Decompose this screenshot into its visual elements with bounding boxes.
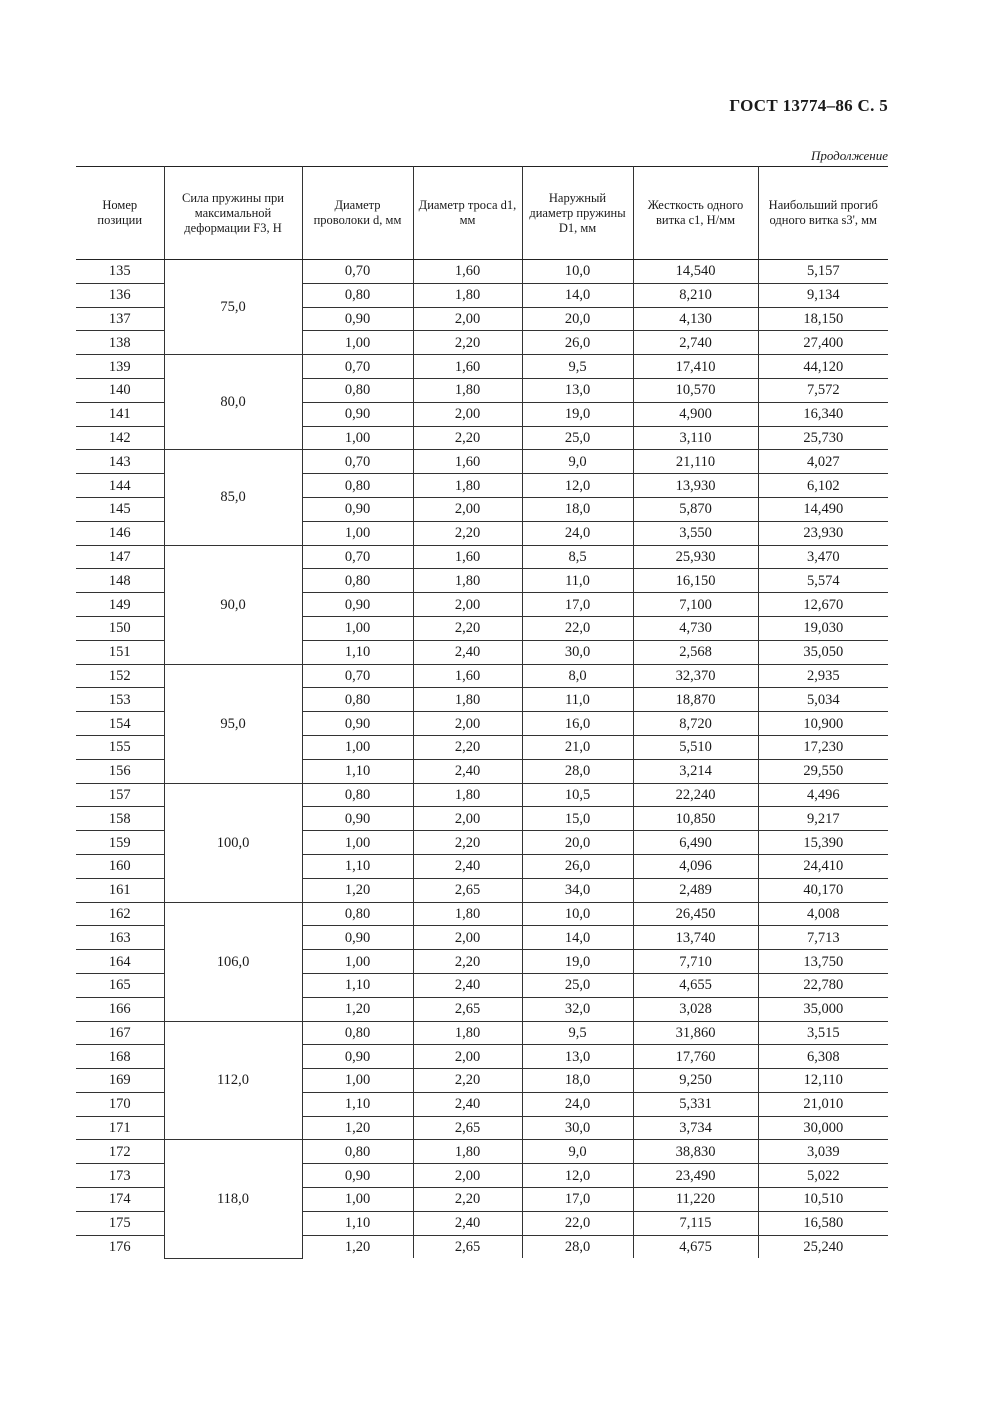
outer-diameter-cell: 12,0 — [522, 1164, 633, 1188]
cable-diameter-cell: 2,65 — [413, 1235, 522, 1258]
deflection-cell: 4,027 — [758, 450, 888, 474]
position-number-cell: 153 — [76, 688, 164, 712]
outer-diameter-cell: 20,0 — [522, 831, 633, 855]
outer-diameter-cell: 18,0 — [522, 1069, 633, 1093]
cable-diameter-cell: 1,80 — [413, 569, 522, 593]
stiffness-cell: 3,734 — [633, 1116, 758, 1140]
table-row — [76, 902, 888, 926]
deflection-cell: 7,713 — [758, 926, 888, 950]
deflection-cell: 35,050 — [758, 640, 888, 664]
position-number-cell: 144 — [76, 474, 164, 498]
stiffness-cell: 16,150 — [633, 569, 758, 593]
position-number-cell: 161 — [76, 878, 164, 902]
position-number-cell: 170 — [76, 1092, 164, 1116]
cable-diameter-cell: 1,80 — [413, 783, 522, 807]
wire-diameter-cell: 0,70 — [302, 450, 413, 474]
outer-diameter-cell: 11,0 — [522, 569, 633, 593]
stiffness-cell: 3,028 — [633, 997, 758, 1021]
table-row — [76, 664, 888, 688]
deflection-cell: 10,900 — [758, 712, 888, 736]
table-row — [76, 260, 888, 284]
cable-diameter-cell: 2,40 — [413, 1092, 522, 1116]
deflection-cell: 9,134 — [758, 283, 888, 307]
wire-diameter-cell: 1,00 — [302, 331, 413, 355]
position-number-cell: 168 — [76, 1045, 164, 1069]
outer-diameter-cell: 26,0 — [522, 854, 633, 878]
stiffness-cell: 9,250 — [633, 1069, 758, 1093]
header-outer-diameter: Наружный диаметр пружины D1, мм — [522, 167, 633, 260]
wire-diameter-cell: 0,80 — [302, 569, 413, 593]
table-body — [76, 260, 888, 1259]
wire-diameter-cell: 1,20 — [302, 1116, 413, 1140]
wire-diameter-cell: 0,90 — [302, 1045, 413, 1069]
deflection-cell: 3,039 — [758, 1140, 888, 1164]
position-number-cell: 172 — [76, 1140, 164, 1164]
outer-diameter-cell: 28,0 — [522, 1235, 633, 1258]
cable-diameter-cell: 2,20 — [413, 735, 522, 759]
wire-diameter-cell: 0,90 — [302, 497, 413, 521]
deflection-cell: 30,000 — [758, 1116, 888, 1140]
header-position-number: Номер позиции — [76, 167, 164, 260]
outer-diameter-cell: 30,0 — [522, 1116, 633, 1140]
outer-diameter-cell: 9,5 — [522, 1021, 633, 1045]
position-number-cell: 157 — [76, 783, 164, 807]
deflection-cell: 17,230 — [758, 735, 888, 759]
position-number-cell: 158 — [76, 807, 164, 831]
wire-diameter-cell: 0,90 — [302, 712, 413, 736]
stiffness-cell: 4,096 — [633, 854, 758, 878]
position-number-cell: 166 — [76, 997, 164, 1021]
stiffness-cell: 32,370 — [633, 664, 758, 688]
deflection-cell: 25,730 — [758, 426, 888, 450]
outer-diameter-cell: 17,0 — [522, 1188, 633, 1212]
cable-diameter-cell: 2,65 — [413, 997, 522, 1021]
position-number-cell: 154 — [76, 712, 164, 736]
outer-diameter-cell: 8,5 — [522, 545, 633, 569]
wire-diameter-cell: 1,10 — [302, 759, 413, 783]
cable-diameter-cell: 1,80 — [413, 1021, 522, 1045]
position-number-cell: 164 — [76, 950, 164, 974]
wire-diameter-cell: 1,00 — [302, 426, 413, 450]
position-number-cell: 175 — [76, 1211, 164, 1235]
position-number-cell: 163 — [76, 926, 164, 950]
outer-diameter-cell: 10,5 — [522, 783, 633, 807]
outer-diameter-cell: 10,0 — [522, 260, 633, 284]
continuation-label: Продолжение — [810, 148, 888, 163]
cable-diameter-cell: 2,00 — [413, 497, 522, 521]
stiffness-cell: 23,490 — [633, 1164, 758, 1188]
outer-diameter-cell: 8,0 — [522, 664, 633, 688]
deflection-cell: 12,670 — [758, 593, 888, 617]
position-number-cell: 148 — [76, 569, 164, 593]
outer-diameter-cell: 20,0 — [522, 307, 633, 331]
wire-diameter-cell: 0,70 — [302, 664, 413, 688]
cable-diameter-cell: 2,20 — [413, 521, 522, 545]
wire-diameter-cell: 0,80 — [302, 902, 413, 926]
outer-diameter-cell: 34,0 — [522, 878, 633, 902]
spring-force-cell: 118,0 — [164, 1140, 302, 1258]
outer-diameter-cell: 16,0 — [522, 712, 633, 736]
cable-diameter-cell: 2,40 — [413, 640, 522, 664]
position-number-cell: 151 — [76, 640, 164, 664]
stiffness-cell: 11,220 — [633, 1188, 758, 1212]
wire-diameter-cell: 0,80 — [302, 474, 413, 498]
wire-diameter-cell: 0,70 — [302, 545, 413, 569]
cable-diameter-cell: 2,00 — [413, 307, 522, 331]
deflection-cell: 6,308 — [758, 1045, 888, 1069]
wire-diameter-cell: 1,00 — [302, 616, 413, 640]
deflection-cell: 40,170 — [758, 878, 888, 902]
deflection-cell: 21,010 — [758, 1092, 888, 1116]
deflection-cell: 5,034 — [758, 688, 888, 712]
stiffness-cell: 7,100 — [633, 593, 758, 617]
spring-force-cell: 95,0 — [164, 664, 302, 783]
outer-diameter-cell: 19,0 — [522, 402, 633, 426]
cable-diameter-cell: 2,40 — [413, 973, 522, 997]
stiffness-cell: 2,568 — [633, 640, 758, 664]
position-number-cell: 147 — [76, 545, 164, 569]
stiffness-cell: 4,655 — [633, 973, 758, 997]
deflection-cell: 22,780 — [758, 973, 888, 997]
cable-diameter-cell: 2,20 — [413, 616, 522, 640]
outer-diameter-cell: 9,0 — [522, 1140, 633, 1164]
position-number-cell: 145 — [76, 497, 164, 521]
deflection-cell: 9,217 — [758, 807, 888, 831]
outer-diameter-cell: 28,0 — [522, 759, 633, 783]
cable-diameter-cell: 1,80 — [413, 283, 522, 307]
cable-diameter-cell: 2,00 — [413, 1164, 522, 1188]
spring-spec-table — [76, 166, 888, 1259]
deflection-cell: 14,490 — [758, 497, 888, 521]
deflection-cell: 27,400 — [758, 331, 888, 355]
deflection-cell: 23,930 — [758, 521, 888, 545]
cable-diameter-cell: 2,00 — [413, 807, 522, 831]
spring-force-cell: 80,0 — [164, 355, 302, 450]
cable-diameter-cell: 1,80 — [413, 688, 522, 712]
deflection-cell: 4,008 — [758, 902, 888, 926]
wire-diameter-cell: 1,00 — [302, 521, 413, 545]
table-row — [76, 545, 888, 569]
cable-diameter-cell: 2,65 — [413, 878, 522, 902]
position-number-cell: 140 — [76, 378, 164, 402]
position-number-cell: 159 — [76, 831, 164, 855]
stiffness-cell: 7,710 — [633, 950, 758, 974]
outer-diameter-cell: 15,0 — [522, 807, 633, 831]
stiffness-cell: 13,740 — [633, 926, 758, 950]
wire-diameter-cell: 1,20 — [302, 1235, 413, 1258]
deflection-cell: 18,150 — [758, 307, 888, 331]
outer-diameter-cell: 11,0 — [522, 688, 633, 712]
wire-diameter-cell: 1,00 — [302, 1069, 413, 1093]
stiffness-cell: 8,210 — [633, 283, 758, 307]
deflection-cell: 3,470 — [758, 545, 888, 569]
deflection-cell: 25,240 — [758, 1235, 888, 1258]
position-number-cell: 150 — [76, 616, 164, 640]
wire-diameter-cell: 0,90 — [302, 593, 413, 617]
position-number-cell: 137 — [76, 307, 164, 331]
wire-diameter-cell: 0,90 — [302, 307, 413, 331]
position-number-cell: 143 — [76, 450, 164, 474]
stiffness-cell: 4,675 — [633, 1235, 758, 1258]
deflection-cell: 5,574 — [758, 569, 888, 593]
stiffness-cell: 22,240 — [633, 783, 758, 807]
outer-diameter-cell: 30,0 — [522, 640, 633, 664]
position-number-cell: 165 — [76, 973, 164, 997]
table-header — [76, 167, 888, 260]
outer-diameter-cell: 14,0 — [522, 926, 633, 950]
cable-diameter-cell: 2,40 — [413, 759, 522, 783]
position-number-cell: 171 — [76, 1116, 164, 1140]
outer-diameter-cell: 9,5 — [522, 355, 633, 379]
spring-force-cell: 112,0 — [164, 1021, 302, 1140]
stiffness-cell: 3,110 — [633, 426, 758, 450]
wire-diameter-cell: 1,00 — [302, 831, 413, 855]
outer-diameter-cell: 12,0 — [522, 474, 633, 498]
stiffness-cell: 5,870 — [633, 497, 758, 521]
position-number-cell: 155 — [76, 735, 164, 759]
cable-diameter-cell: 2,00 — [413, 712, 522, 736]
stiffness-cell: 38,830 — [633, 1140, 758, 1164]
outer-diameter-cell: 25,0 — [522, 426, 633, 450]
wire-diameter-cell: 0,90 — [302, 926, 413, 950]
header-coil-stiffness: Жесткость одного витка c1, Н/мм — [633, 167, 758, 260]
outer-diameter-cell: 24,0 — [522, 1092, 633, 1116]
position-number-cell: 162 — [76, 902, 164, 926]
wire-diameter-cell: 0,70 — [302, 355, 413, 379]
cable-diameter-cell: 2,20 — [413, 831, 522, 855]
position-number-cell: 142 — [76, 426, 164, 450]
outer-diameter-cell: 17,0 — [522, 593, 633, 617]
spring-force-cell: 106,0 — [164, 902, 302, 1021]
deflection-cell: 15,390 — [758, 831, 888, 855]
deflection-cell: 10,510 — [758, 1188, 888, 1212]
outer-diameter-cell: 10,0 — [522, 902, 633, 926]
wire-diameter-cell: 1,10 — [302, 854, 413, 878]
deflection-cell: 29,550 — [758, 759, 888, 783]
wire-diameter-cell: 1,10 — [302, 973, 413, 997]
stiffness-cell: 5,510 — [633, 735, 758, 759]
stiffness-cell: 4,730 — [633, 616, 758, 640]
wire-diameter-cell: 1,00 — [302, 1188, 413, 1212]
deflection-cell: 13,750 — [758, 950, 888, 974]
position-number-cell: 139 — [76, 355, 164, 379]
outer-diameter-cell: 22,0 — [522, 616, 633, 640]
spring-force-cell: 90,0 — [164, 545, 302, 664]
stiffness-cell: 14,540 — [633, 260, 758, 284]
stiffness-cell: 2,740 — [633, 331, 758, 355]
position-number-cell: 152 — [76, 664, 164, 688]
position-number-cell: 146 — [76, 521, 164, 545]
wire-diameter-cell: 1,20 — [302, 878, 413, 902]
position-number-cell: 167 — [76, 1021, 164, 1045]
table-row — [76, 783, 888, 807]
stiffness-cell: 18,870 — [633, 688, 758, 712]
stiffness-cell: 13,930 — [633, 474, 758, 498]
cable-diameter-cell: 2,20 — [413, 1069, 522, 1093]
stiffness-cell: 10,570 — [633, 378, 758, 402]
stiffness-cell: 17,760 — [633, 1045, 758, 1069]
position-number-cell: 141 — [76, 402, 164, 426]
stiffness-cell: 21,110 — [633, 450, 758, 474]
wire-diameter-cell: 1,10 — [302, 1211, 413, 1235]
outer-diameter-cell: 9,0 — [522, 450, 633, 474]
wire-diameter-cell: 1,00 — [302, 950, 413, 974]
wire-diameter-cell: 0,80 — [302, 1140, 413, 1164]
header-max-deflection: Наибольший прогиб одного витка s3', мм — [758, 167, 888, 260]
spring-force-cell: 75,0 — [164, 260, 302, 355]
deflection-cell: 4,496 — [758, 783, 888, 807]
cable-diameter-cell: 2,65 — [413, 1116, 522, 1140]
header-cable-diameter: Диаметр троса d1, мм — [413, 167, 522, 260]
deflection-cell: 6,102 — [758, 474, 888, 498]
wire-diameter-cell: 1,20 — [302, 997, 413, 1021]
wire-diameter-cell: 0,80 — [302, 378, 413, 402]
cable-diameter-cell: 2,20 — [413, 1188, 522, 1212]
table-row — [76, 1021, 888, 1045]
stiffness-cell: 25,930 — [633, 545, 758, 569]
stiffness-cell: 10,850 — [633, 807, 758, 831]
outer-diameter-cell: 14,0 — [522, 283, 633, 307]
deflection-cell: 5,022 — [758, 1164, 888, 1188]
wire-diameter-cell: 0,80 — [302, 688, 413, 712]
table-row — [76, 1140, 888, 1164]
stiffness-cell: 26,450 — [633, 902, 758, 926]
header-spring-force: Сила пружины при максимальной деформации F3, Н — [164, 167, 302, 260]
outer-diameter-cell: 13,0 — [522, 1045, 633, 1069]
stiffness-cell: 2,489 — [633, 878, 758, 902]
wire-diameter-cell: 1,10 — [302, 640, 413, 664]
stiffness-cell: 17,410 — [633, 355, 758, 379]
outer-diameter-cell: 24,0 — [522, 521, 633, 545]
cable-diameter-cell: 1,80 — [413, 902, 522, 926]
stiffness-cell: 4,900 — [633, 402, 758, 426]
table-row — [76, 450, 888, 474]
spring-force-cell: 85,0 — [164, 450, 302, 545]
position-number-cell: 138 — [76, 331, 164, 355]
cable-diameter-cell: 2,40 — [413, 1211, 522, 1235]
wire-diameter-cell: 0,80 — [302, 1021, 413, 1045]
stiffness-cell: 5,331 — [633, 1092, 758, 1116]
position-number-cell: 135 — [76, 260, 164, 284]
cable-diameter-cell: 2,40 — [413, 854, 522, 878]
cable-diameter-cell: 2,20 — [413, 950, 522, 974]
deflection-cell: 16,580 — [758, 1211, 888, 1235]
stiffness-cell: 31,860 — [633, 1021, 758, 1045]
outer-diameter-cell: 25,0 — [522, 973, 633, 997]
deflection-cell: 24,410 — [758, 854, 888, 878]
deflection-cell: 44,120 — [758, 355, 888, 379]
wire-diameter-cell: 0,90 — [302, 1164, 413, 1188]
wire-diameter-cell: 0,90 — [302, 402, 413, 426]
deflection-cell: 12,110 — [758, 1069, 888, 1093]
wire-diameter-cell: 0,70 — [302, 260, 413, 284]
stiffness-cell: 3,550 — [633, 521, 758, 545]
stiffness-cell: 8,720 — [633, 712, 758, 736]
stiffness-cell: 6,490 — [633, 831, 758, 855]
outer-diameter-cell: 18,0 — [522, 497, 633, 521]
deflection-cell: 7,572 — [758, 378, 888, 402]
stiffness-cell: 4,130 — [633, 307, 758, 331]
deflection-cell: 2,935 — [758, 664, 888, 688]
position-number-cell: 173 — [76, 1164, 164, 1188]
position-number-cell: 156 — [76, 759, 164, 783]
outer-diameter-cell: 21,0 — [522, 735, 633, 759]
position-number-cell: 169 — [76, 1069, 164, 1093]
cable-diameter-cell: 2,00 — [413, 593, 522, 617]
outer-diameter-cell: 22,0 — [522, 1211, 633, 1235]
spring-force-cell: 100,0 — [164, 783, 302, 902]
header-wire-diameter: Диаметр проволоки d, мм — [302, 167, 413, 260]
cable-diameter-cell: 1,60 — [413, 355, 522, 379]
cable-diameter-cell: 1,60 — [413, 450, 522, 474]
position-number-cell: 136 — [76, 283, 164, 307]
position-number-cell: 149 — [76, 593, 164, 617]
wire-diameter-cell: 1,10 — [302, 1092, 413, 1116]
wire-diameter-cell: 0,80 — [302, 783, 413, 807]
position-number-cell: 176 — [76, 1235, 164, 1258]
cable-diameter-cell: 2,00 — [413, 402, 522, 426]
deflection-cell: 5,157 — [758, 260, 888, 284]
cable-diameter-cell: 1,80 — [413, 1140, 522, 1164]
stiffness-cell: 7,115 — [633, 1211, 758, 1235]
outer-diameter-cell: 13,0 — [522, 378, 633, 402]
page-header: ГОСТ 13774–86 С. 5 — [729, 96, 888, 115]
cable-diameter-cell: 1,60 — [413, 664, 522, 688]
outer-diameter-cell: 26,0 — [522, 331, 633, 355]
table-row — [76, 355, 888, 379]
cable-diameter-cell: 1,80 — [413, 378, 522, 402]
cable-diameter-cell: 1,80 — [413, 474, 522, 498]
deflection-cell: 16,340 — [758, 402, 888, 426]
cable-diameter-cell: 2,00 — [413, 926, 522, 950]
cable-diameter-cell: 2,20 — [413, 331, 522, 355]
wire-diameter-cell: 1,00 — [302, 735, 413, 759]
cable-diameter-cell: 2,20 — [413, 426, 522, 450]
deflection-cell: 19,030 — [758, 616, 888, 640]
stiffness-cell: 3,214 — [633, 759, 758, 783]
outer-diameter-cell: 19,0 — [522, 950, 633, 974]
position-number-cell: 174 — [76, 1188, 164, 1212]
wire-diameter-cell: 0,90 — [302, 807, 413, 831]
deflection-cell: 35,000 — [758, 997, 888, 1021]
cable-diameter-cell: 1,60 — [413, 545, 522, 569]
outer-diameter-cell: 32,0 — [522, 997, 633, 1021]
cable-diameter-cell: 1,60 — [413, 260, 522, 284]
deflection-cell: 3,515 — [758, 1021, 888, 1045]
cable-diameter-cell: 2,00 — [413, 1045, 522, 1069]
position-number-cell: 160 — [76, 854, 164, 878]
wire-diameter-cell: 0,80 — [302, 283, 413, 307]
